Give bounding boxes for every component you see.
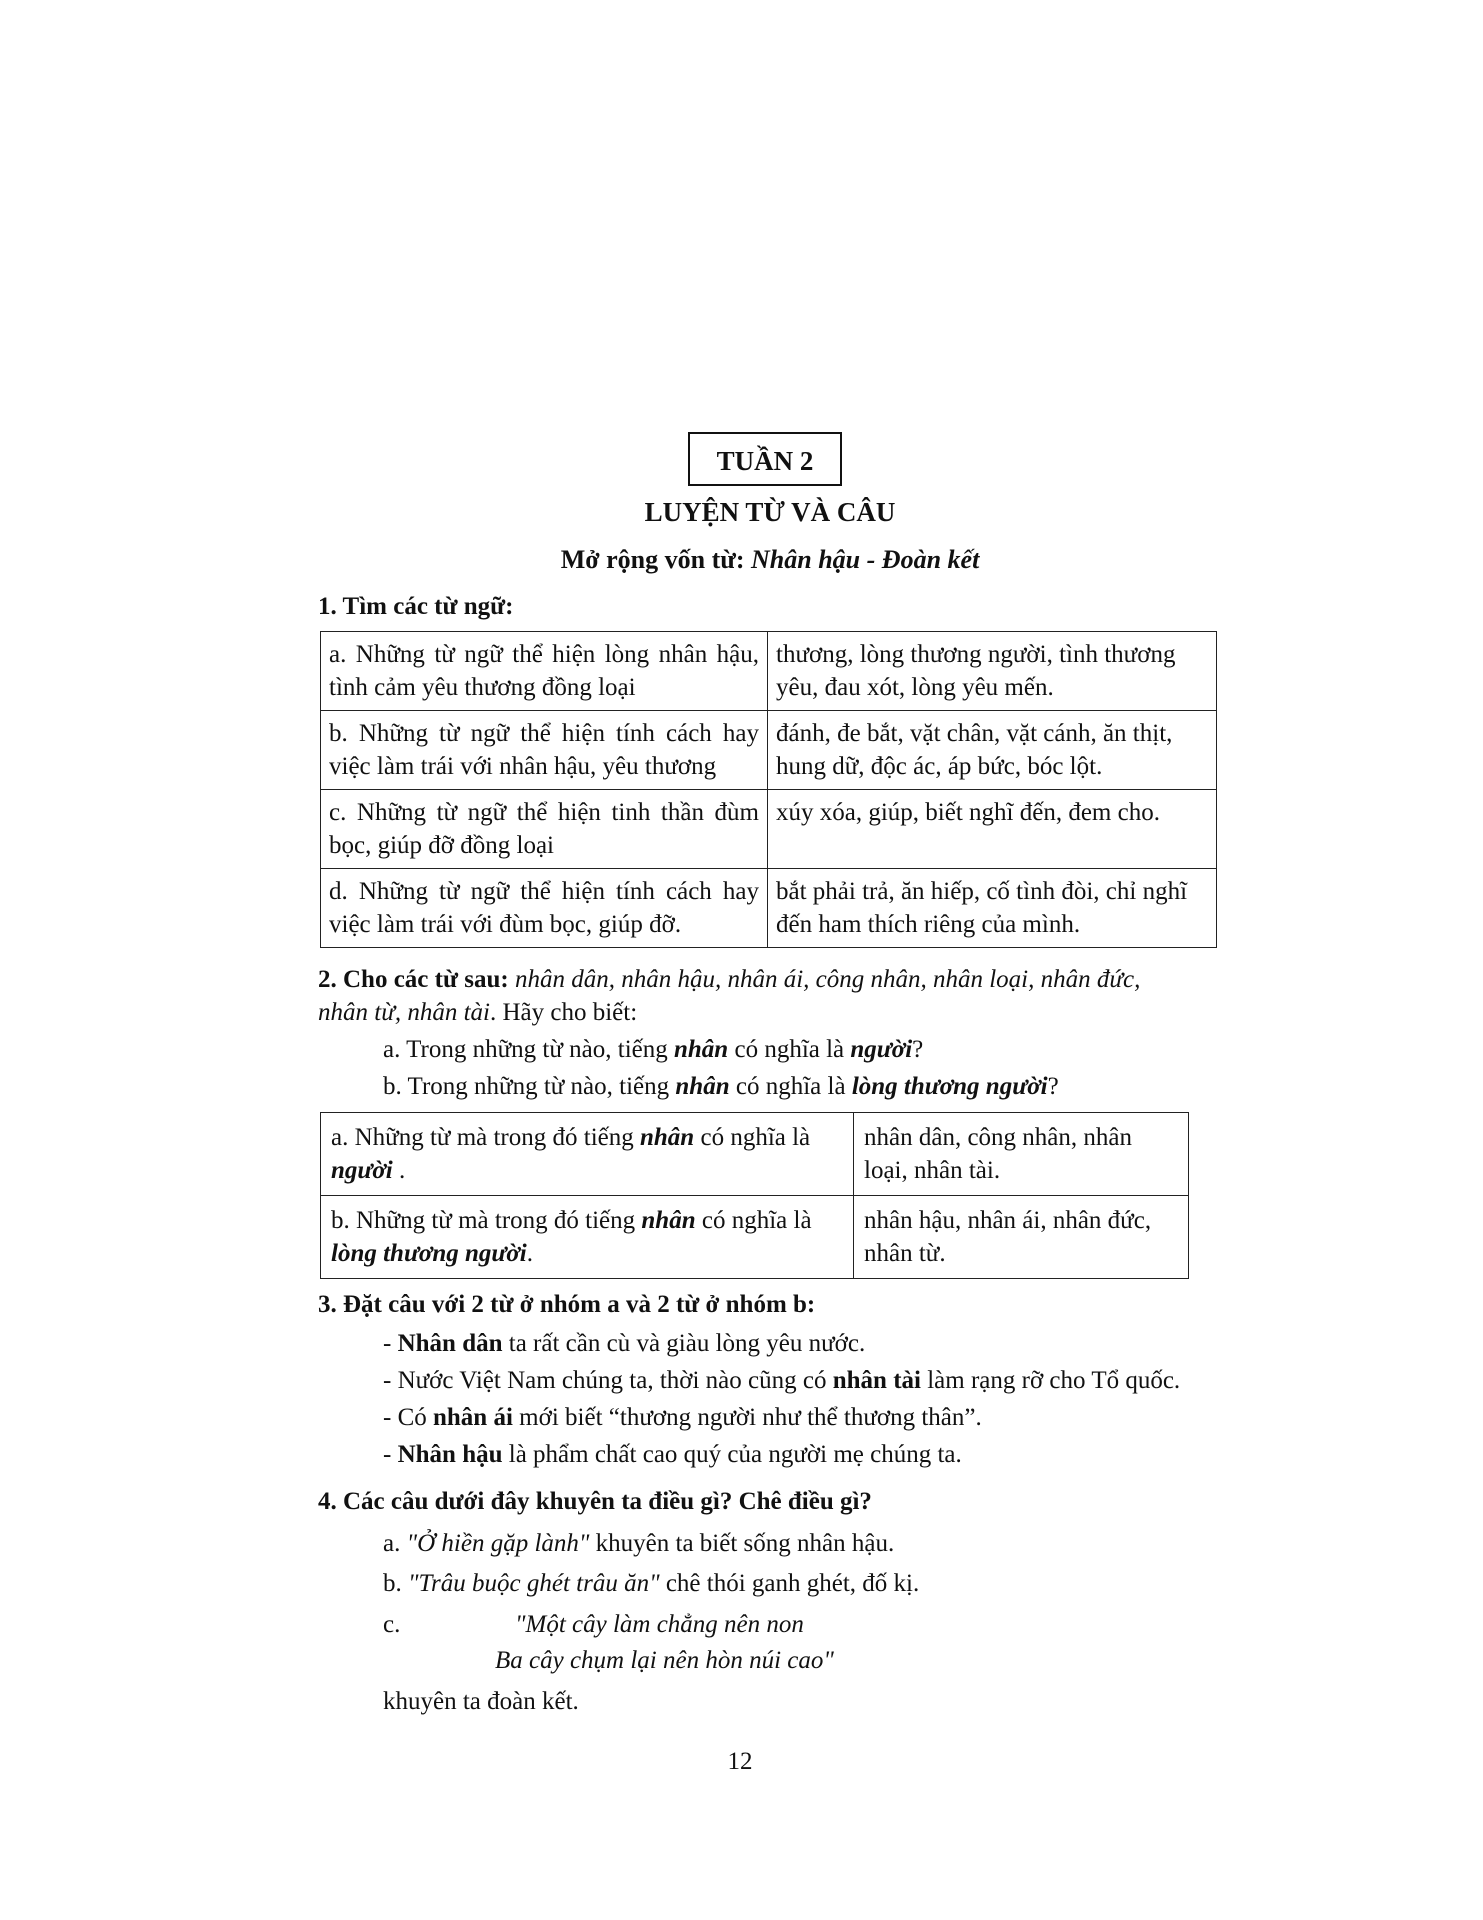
- table-cell: a. Những từ mà trong đó tiếng nhân có nghĩa là người .: [321, 1113, 854, 1196]
- q3-sentence-2: - Nước Việt Nam chúng ta, thời nào cũng có nhân tài làm rạng rỡ cho Tổ quốc.: [383, 1367, 1181, 1394]
- table-cell: b. Những từ mà trong đó tiếng nhân có nghĩa là lòng thương người.: [321, 1196, 854, 1279]
- week-box: TUẦN 2: [688, 432, 842, 486]
- q4-proverb-line-1: "Một cây làm chẳng nên non: [515, 1611, 804, 1638]
- q2-table: [320, 1112, 1189, 1279]
- section-title: LUYỆN TỪ VÀ CÂU: [644, 497, 896, 527]
- q3-sentence-4: - Nhân hậu là phẩm chất cao quý của người mẹ chúng ta.: [383, 1441, 962, 1468]
- q1-table: [320, 631, 1217, 948]
- q3-heading: 3. Đặt câu với 2 từ ở nhóm a và 2 từ ở nhóm b:: [318, 1291, 816, 1318]
- q4-heading: 4. Các câu dưới đây khuyên ta điều gì? Chê điều gì?: [318, 1488, 872, 1515]
- table-cell: nhân dân, công nhân, nhân loại, nhân tài.: [854, 1113, 1189, 1196]
- table-cell: b. Những từ ngữ thể hiện tính cách hay việc làm trái với nhân hậu, yêu thương: [321, 711, 768, 790]
- table-row: [321, 869, 1217, 948]
- table-row: [321, 790, 1217, 869]
- table-row: [321, 711, 1217, 790]
- table-row: [321, 632, 1217, 711]
- table-row: [321, 1113, 1189, 1196]
- q2-prompt: 2. Cho các từ sau: nhân dân, nhân hậu, nhân ái, công nhân, nhân loại, nhân đức, nhân từ, nhân tài. Hãy cho biết:: [318, 966, 1141, 1026]
- table-cell: d. Những từ ngữ thể hiện tính cách hay việc làm trái với đùm bọc, giúp đỡ.: [321, 869, 768, 948]
- q2-item-b: b. Trong những từ nào, tiếng nhân có nghĩa là lòng thương người?: [383, 1073, 1059, 1100]
- table-cell: nhân hậu, nhân ái, nhân đức, nhân từ.: [854, 1196, 1189, 1279]
- q4-item-b: b. "Trâu buộc ghét trâu ăn" chê thói ganh ghét, đố kị.: [383, 1570, 920, 1597]
- table-cell: c. Những từ ngữ thể hiện tinh thần đùm bọc, giúp đỡ đồng loại: [321, 790, 768, 869]
- table-cell: xúy xóa, giúp, biết nghĩ đến, đem cho.: [768, 790, 1217, 869]
- page-number: 12: [727, 1748, 753, 1775]
- q4-item-c-conclusion: khuyên ta đoàn kết.: [383, 1688, 579, 1715]
- table-cell: đánh, đe bắt, vặt chân, vặt cánh, ăn thịt, hung dữ, độc ác, áp bức, bóc lột.: [768, 711, 1217, 790]
- q4-item-a: a. "Ở hiền gặp lành" khuyên ta biết sống nhân hậu.: [383, 1530, 895, 1557]
- table-row: [321, 1196, 1189, 1279]
- q1-heading: 1. Tìm các từ ngữ:: [318, 593, 514, 620]
- lesson-subtitle: Mở rộng vốn từ: Nhân hậu - Đoàn kết: [560, 545, 980, 574]
- q2-item-a: a. Trong những từ nào, tiếng nhân có nghĩa là người?: [383, 1036, 924, 1063]
- q3-sentence-3: - Có nhân ái mới biết “thương người như thể thương thân”.: [383, 1404, 982, 1431]
- q4-proverb-line-2: Ba cây chụm lại nên hòn núi cao": [495, 1647, 834, 1674]
- table-cell: bắt phải trả, ăn hiếp, cố tình đòi, chỉ nghĩ đến ham thích riêng của mình.: [768, 869, 1217, 948]
- table-cell: thương, lòng thương người, tình thương yêu, đau xót, lòng yêu mến.: [768, 632, 1217, 711]
- table-cell: a. Những từ ngữ thể hiện lòng nhân hậu, tình cảm yêu thương đồng loại: [321, 632, 768, 711]
- q3-sentence-1: - Nhân dân ta rất cần cù và giàu lòng yêu nước.: [383, 1330, 866, 1357]
- q4-item-c-label: c.: [383, 1611, 401, 1638]
